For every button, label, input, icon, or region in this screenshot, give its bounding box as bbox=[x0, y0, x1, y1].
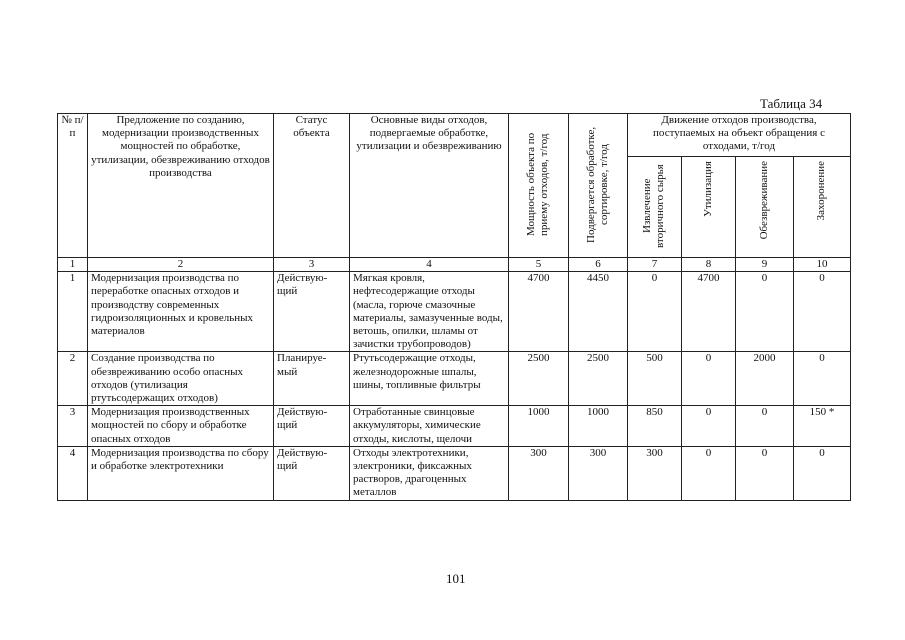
header-neutralization bbox=[736, 157, 794, 258]
row-proposal: Модернизация производственных мощностей по сбору и обработке опасных отходов bbox=[88, 406, 274, 447]
row-capacity: 1000 bbox=[509, 406, 569, 447]
header-processed-label: Подвергается обработке, сортировке, т/год bbox=[584, 126, 610, 243]
header-extraction-label: Извлечение вторичного сырья bbox=[641, 164, 667, 248]
row-neutralization: 0 bbox=[736, 446, 794, 500]
header-processed bbox=[569, 114, 628, 258]
row-neutralization: 0 bbox=[736, 272, 794, 352]
row-num: 3 bbox=[58, 406, 88, 447]
row-status: Действую-щий bbox=[274, 272, 350, 352]
table-row bbox=[58, 272, 851, 352]
row-status: Планируе-мый bbox=[274, 352, 350, 406]
header-extraction bbox=[628, 157, 682, 258]
row-proposal: Создание производства по обезвреживанию особо опасных отходов (утилизация ртутьсодержащих отходов) bbox=[88, 352, 274, 406]
row-neutralization: 2000 bbox=[736, 352, 794, 406]
column-numbers-row bbox=[58, 258, 851, 272]
header-waste-types: Основные виды отходов, подвергаемые обработке, утилизации и обезвреживанию bbox=[350, 114, 509, 258]
header-capacity bbox=[509, 114, 569, 258]
row-waste: Отработанные свинцовые аккумуляторы, химические отходы, кислоты, щелочи bbox=[350, 406, 509, 447]
column-number: 5 bbox=[509, 258, 569, 272]
row-capacity: 300 bbox=[509, 446, 569, 500]
row-processed: 2500 bbox=[569, 352, 628, 406]
header-utilization bbox=[682, 157, 736, 258]
table-row bbox=[58, 406, 851, 447]
row-burial: 0 bbox=[794, 272, 851, 352]
row-num: 1 bbox=[58, 272, 88, 352]
column-number: 6 bbox=[569, 258, 628, 272]
header-num: № п/п bbox=[58, 114, 88, 258]
row-proposal: Модернизация производства по переработке опасных отходов и производству современных гидроизоляционных и кровельных материалов bbox=[88, 272, 274, 352]
row-processed: 300 bbox=[569, 446, 628, 500]
row-burial: 0 bbox=[794, 352, 851, 406]
row-burial: 150 * bbox=[794, 406, 851, 447]
data-table bbox=[57, 113, 851, 501]
column-number: 2 bbox=[88, 258, 274, 272]
header-neutralization-label: Обезвреживание bbox=[757, 161, 770, 240]
header-utilization-label: Утилизация bbox=[701, 161, 714, 217]
row-utilization: 0 bbox=[682, 352, 736, 406]
header-capacity-label: Мощность объекта по приему отходов, т/год bbox=[525, 132, 551, 237]
table-row bbox=[58, 446, 851, 500]
row-proposal: Модернизация производства по сбору и обработке электротехники bbox=[88, 446, 274, 500]
column-number: 9 bbox=[736, 258, 794, 272]
column-number: 3 bbox=[274, 258, 350, 272]
header-movement: Движение отходов производства, поступаемых на объект обращения с отходами, т/год bbox=[628, 114, 851, 157]
row-processed: 1000 bbox=[569, 406, 628, 447]
row-waste: Отходы электротехники, электроники, фиксажных растворов, драгоценных металлов bbox=[350, 446, 509, 500]
row-waste: Ртутьсодержащие отходы, железнодорожные шпалы, шины, топливные фильтры bbox=[350, 352, 509, 406]
header-burial-label: Захоронение bbox=[815, 161, 828, 221]
row-waste: Мягкая кровля, нефтесодержащие отходы (масла, горюче смазочные материалы, замазученные воды, ветошь, опилки, шламы от зачистки трубопроводов) bbox=[350, 272, 509, 352]
header-status: Статус объекта bbox=[274, 114, 350, 258]
row-neutralization: 0 bbox=[736, 406, 794, 447]
row-num: 2 bbox=[58, 352, 88, 406]
row-extraction: 300 bbox=[628, 446, 682, 500]
table-row bbox=[58, 352, 851, 406]
row-utilization: 0 bbox=[682, 446, 736, 500]
row-extraction: 0 bbox=[628, 272, 682, 352]
row-capacity: 4700 bbox=[509, 272, 569, 352]
table-caption: Таблица 34 bbox=[760, 96, 823, 111]
row-processed: 4450 bbox=[569, 272, 628, 352]
row-num: 4 bbox=[58, 446, 88, 500]
column-number: 1 bbox=[58, 258, 88, 272]
row-status: Действую-щий bbox=[274, 446, 350, 500]
column-number: 10 bbox=[794, 258, 851, 272]
page-number: 101 bbox=[446, 571, 466, 586]
row-burial: 0 bbox=[794, 446, 851, 500]
header-proposal: Предложение по созданию, модернизации производственных мощностей по обработке, утилизации, обезвреживанию отходов производства bbox=[88, 114, 274, 258]
column-number: 4 bbox=[350, 258, 509, 272]
row-status: Действую-щий bbox=[274, 406, 350, 447]
row-utilization: 0 bbox=[682, 406, 736, 447]
row-extraction: 500 bbox=[628, 352, 682, 406]
header-burial bbox=[794, 157, 851, 258]
row-utilization: 4700 bbox=[682, 272, 736, 352]
column-number: 8 bbox=[682, 258, 736, 272]
column-number: 7 bbox=[628, 258, 682, 272]
row-capacity: 2500 bbox=[509, 352, 569, 406]
row-extraction: 850 bbox=[628, 406, 682, 447]
